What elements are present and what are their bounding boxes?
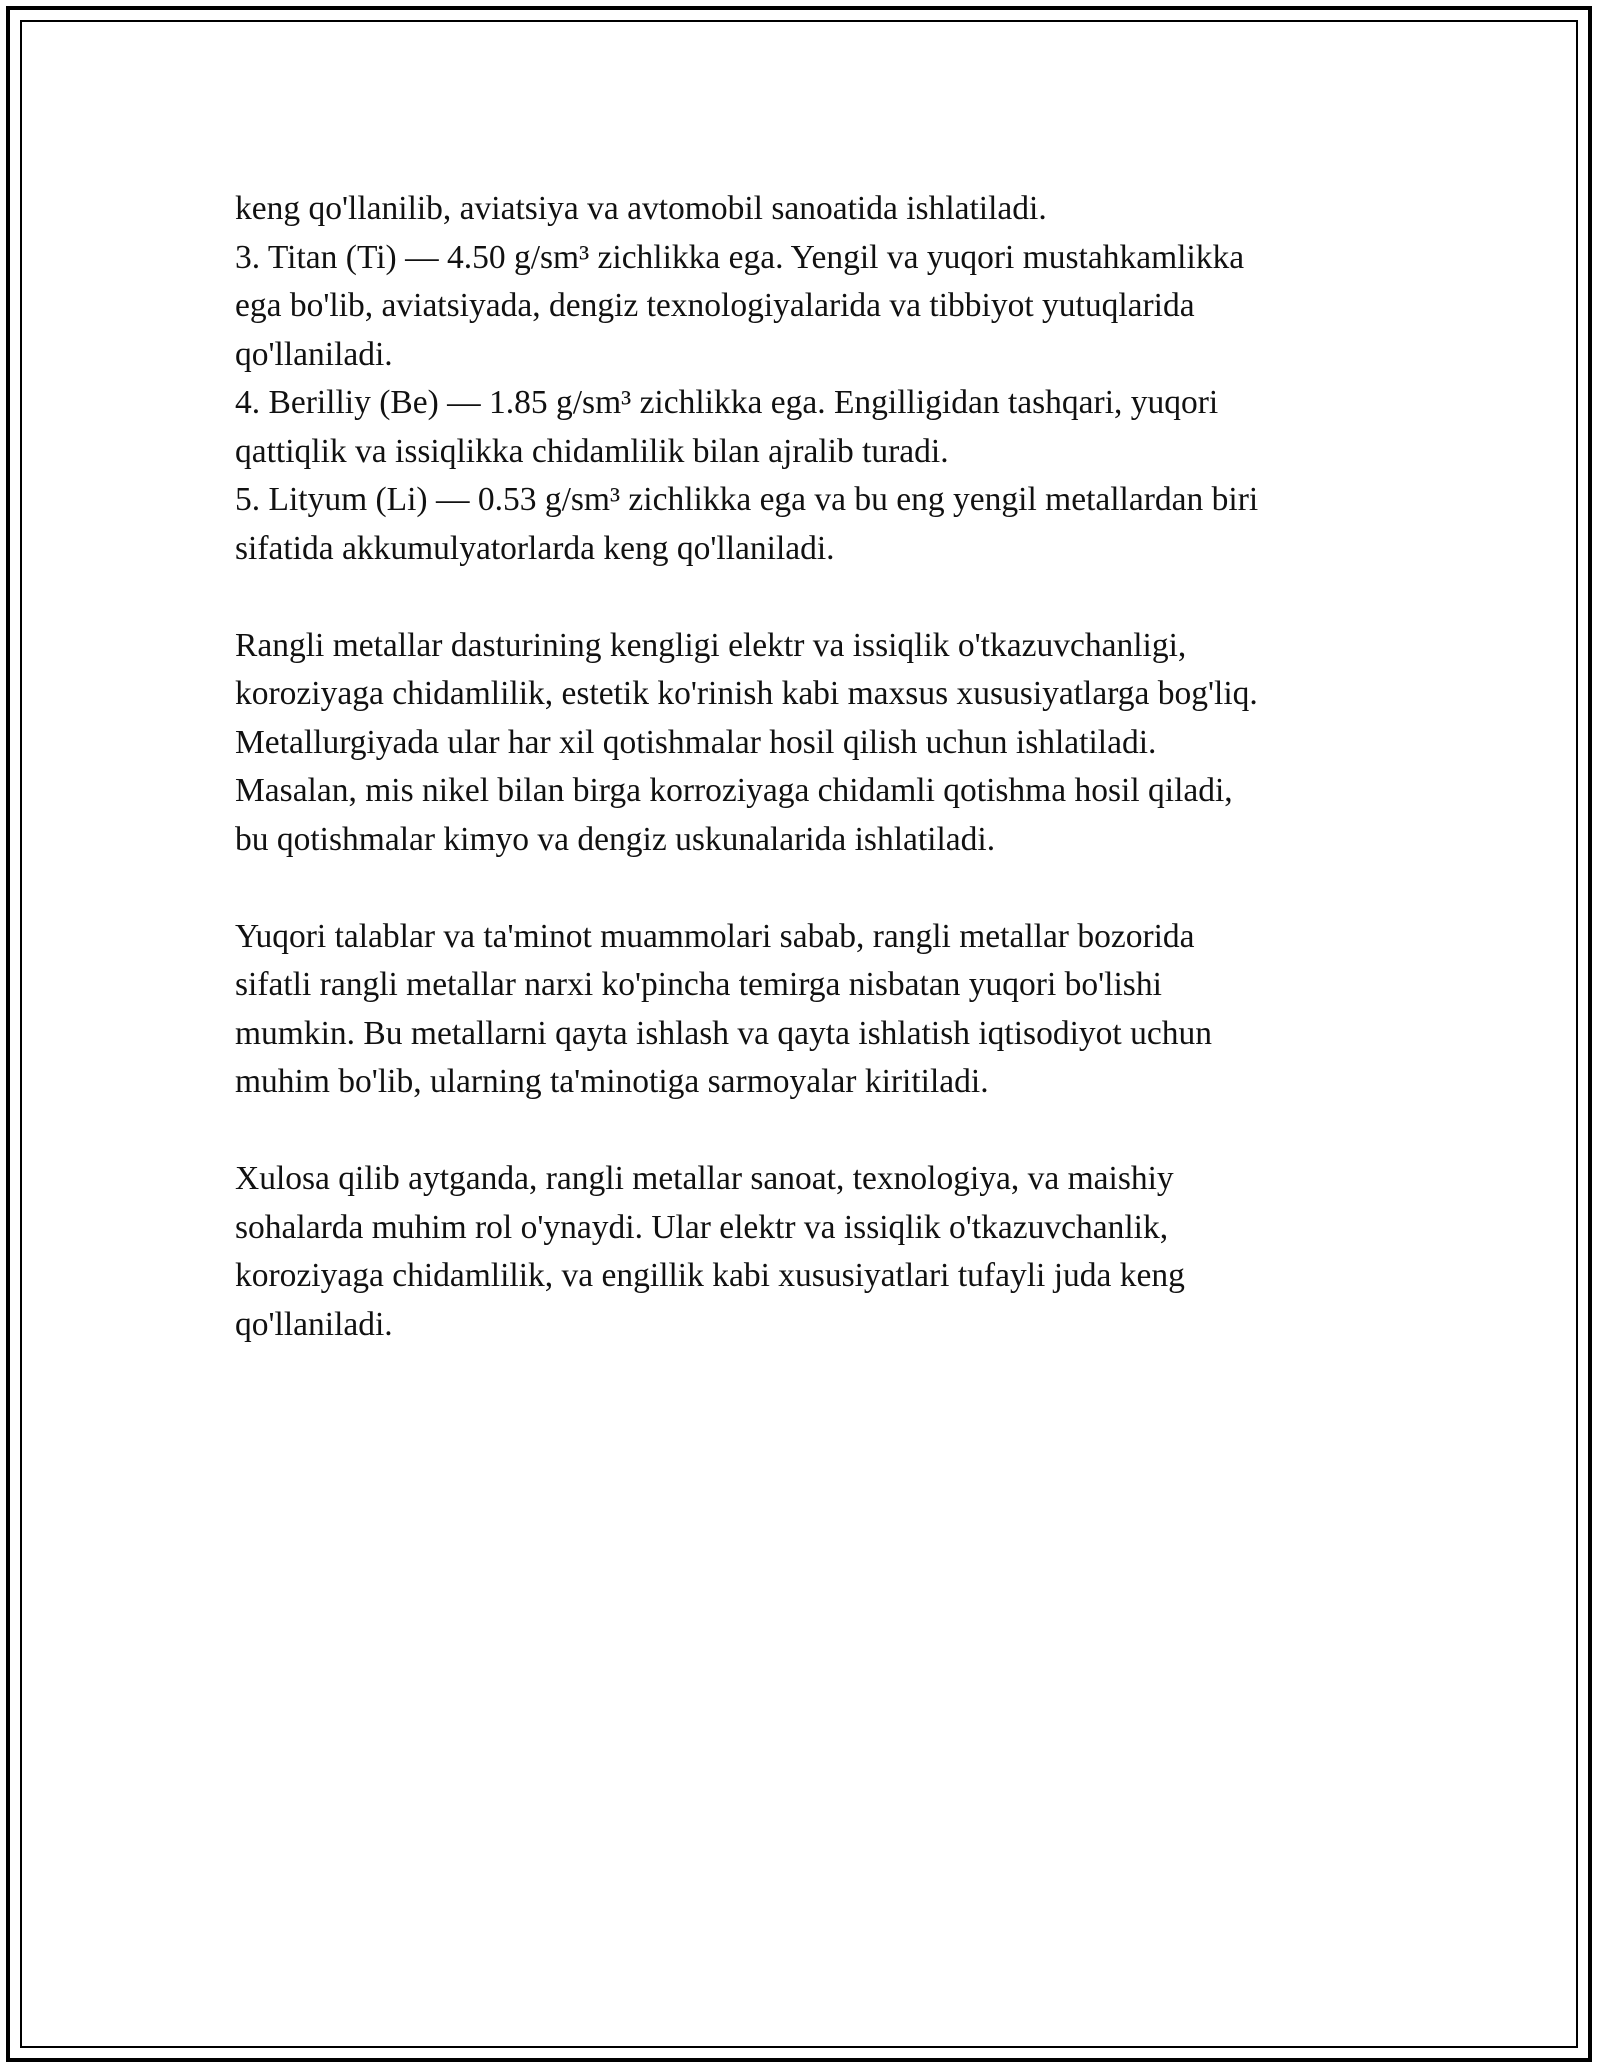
text-line: Yuqori talablar va ta'minot muammolari sabab, rangli metallar bozorida [235,917,1195,955]
paragraph-applications [235,622,1415,865]
text-line: bu qotishmalar kimyo va dengiz uskunalarida ishlatiladi. [235,820,996,858]
text-line: 5. Lityum (Li) — 0.53 g/sm³ zichlikka ega va bu eng yengil metallardan biri [235,481,1259,518]
text-line: keng qo'llanilib, aviatsiya va avtomobil sanoatida ishlatiladi. [235,190,1047,227]
paragraph-spacer [235,864,1415,913]
text-line: Metallurgiyada ular har xil qotishmalar hosil qilish uchun ishlatiladi. [235,723,1157,761]
text-line: muhim bo'lib, ularning ta'minotiga sarmoyalar kiritiladi. [235,1063,989,1100]
text-line: koroziyaga chidamlilik, estetik ko'rinish kabi maxsus xususiyatlarga bog'liq. [235,675,1258,712]
paragraph-market [235,913,1415,1107]
text-line: mumkin. Bu metallarni qayta ishlash va qayta ishlatish iqtisodiyot uchun [235,1014,1212,1052]
text-line: ega bo'lib, aviatsiyada, dengiz texnologiyalarida va tibbiyot yutuqlarida [235,287,1195,324]
text-line: Xulosa qilib aytganda, rangli metallar sanoat, texnologiya, va maishiy [235,1160,1174,1197]
document-body [235,185,1415,1349]
text-line: Masalan, mis nikel bilan birga korroziyaga chidamli qotishma hosil qiladi, [235,772,1233,809]
paragraph-spacer [235,573,1415,622]
paragraph-conclusion [235,1155,1415,1349]
text-line: 4. Berilliy (Be) — 1.85 g/sm³ zichlikka ega. Engilligidan tashqari, yuqori [235,384,1219,421]
text-line: qo'llaniladi. [235,335,393,373]
text-line: qattiqlik va issiqlikka chidamlilik bilan ajralib turadi. [235,432,949,470]
text-line: sifatli rangli metallar narxi ko'pincha temirga nisbatan yuqori bo'lishi [235,966,1162,1003]
paragraph-metal-list [235,185,1415,573]
text-line: 3. Titan (Ti) — 4.50 g/sm³ zichlikka ega. Yengil va yuqori mustahkamlikka [235,238,1245,276]
paragraph-spacer [235,1107,1415,1156]
text-line: Rangli metallar dasturining kengligi elektr va issiqlik o'tkazuvchanligi, [235,626,1187,664]
text-line: sohalarda muhim rol o'ynaydi. Ular elektr va issiqlik o'tkazuvchanlik, [235,1208,1169,1246]
text-line: koroziyaga chidamlilik, va engillik kabi xususiyatlari tufayli juda keng [235,1257,1185,1294]
text-line: qo'llaniladi. [235,1305,393,1343]
text-line: sifatida akkumulyatorlarda keng qo'llaniladi. [235,529,835,567]
